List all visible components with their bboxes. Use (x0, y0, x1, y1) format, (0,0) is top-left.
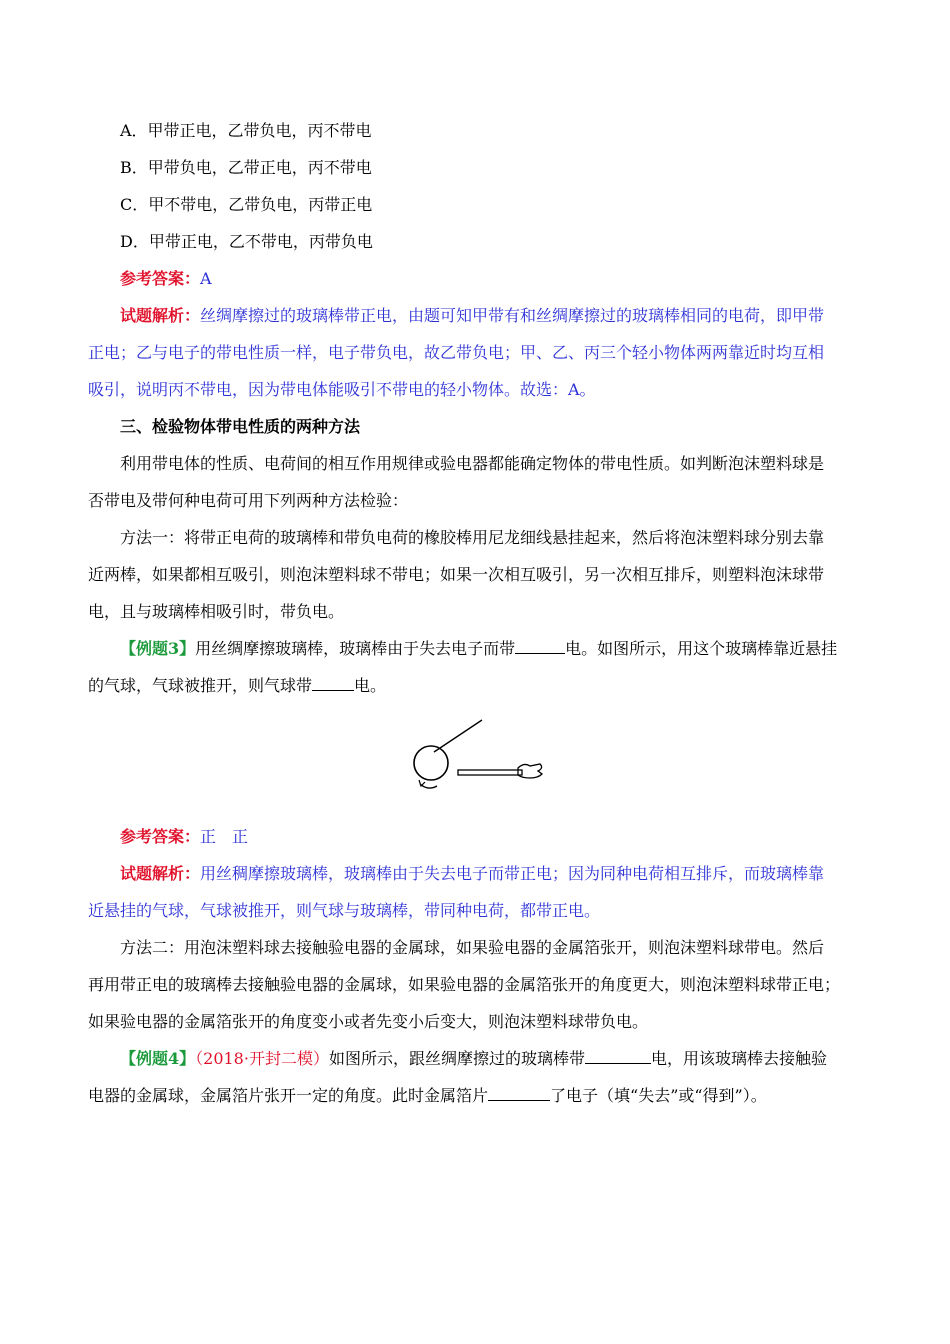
analysis-3-line-1: 试题解析：用丝稠摩擦玻璃棒，玻璃棒由于失去电子而带正电；因为同种电荷相互排斥，而玻璃棒靠 (120, 864, 825, 883)
section-paragraph-line-2: 否带电及带何种电荷可用下列两种方法检验： (88, 491, 409, 510)
method-1-line-2: 近两棒，如果都相互吸引，则泡沫塑料球不带电；如果一次相互吸引，另一次相互排斥，则塑料泡沫球带 (88, 565, 825, 584)
method-2-line-1: 方法二：用泡沫塑料球去接触验电器的金属球，如果验电器的金属箔张开，则泡沫塑料球带电。然后 (120, 938, 825, 957)
balloon (414, 746, 448, 780)
analysis-1-line-1: 试题解析：丝绸摩擦过的玻璃棒带正电，由题可知甲带有和丝绸摩擦过的玻璃棒相同的电荷，即甲带 (120, 306, 825, 325)
answer-blank (515, 639, 565, 654)
answer-1 (88, 260, 866, 297)
answer-label: 参考答案： (120, 827, 201, 846)
section-heading: 三、检验物体带电性质的两种方法 (120, 417, 361, 436)
option-a: A．甲带正电，乙带负电，丙不带电 (120, 121, 372, 140)
answer-blank (488, 1086, 550, 1101)
option-d: D．甲带正电，乙不带电，丙带负电 (120, 232, 373, 251)
example-4-line-1: 【例题4】（2018·开封二模）如图所示，跟丝绸摩擦过的玻璃棒带 电，用该玻璃棒去接触验 (120, 1049, 827, 1068)
analysis-1-line-2: 正电；乙与电子的带电性质一样，电子带负电，故乙带负电；甲、乙、丙三个轻小物体两两靠近时均互相 (88, 343, 825, 362)
method-2-line-3: 如果验电器的金属箔张开的角度变小或者先变小后变大，则泡沫塑料球带负电。 (88, 1012, 649, 1031)
document-page (88, 112, 866, 1114)
analysis-label: 试题解析： (120, 864, 201, 883)
example-tag: 【例题3】 (120, 639, 196, 658)
analysis-3-line-2: 近悬挂的气球，气球被推开，则气球与玻璃棒，带同种电荷，都带正电。 (88, 901, 601, 920)
example-3-line-1: 【例题3】用丝绸摩擦玻璃棒，玻璃棒由于失去电子而带 电。如图所示，用这个玻璃棒靠近悬挂 (120, 639, 838, 658)
analysis-label: 试题解析： (120, 306, 201, 325)
option-b: B．甲带负电，乙带正电，丙不带电 (120, 158, 372, 177)
answer-value: 正 正 (200, 827, 249, 846)
answer-label: 参考答案： (120, 269, 201, 288)
answer-3 (88, 818, 866, 855)
section-paragraph-line-1: 利用带电体的性质、电荷间的相互作用规律或验电器都能确定物体的带电性质。如判断泡沫塑料球是 (120, 454, 825, 473)
answer-value: A (200, 269, 212, 288)
example-tag: 【例题4】 (120, 1049, 196, 1068)
example-3-line-2: 的气球，气球被推开，则气球带 电。 (88, 676, 387, 695)
example-4-line-2: 电器的金属球，金属箔片张开一定的角度。此时金属箔片 了电子（填“失去”或“得到”）。 (88, 1086, 767, 1105)
method-2-line-2: 再用带正电的玻璃棒去接触验电器的金属球，如果验电器的金属箔张开的角度更大，则泡沫塑料球带正电； (88, 975, 841, 994)
analysis-1-line-3: 吸引，说明丙不带电，因为带电体能吸引不带电的轻小物体。故选：A。 (88, 380, 596, 399)
answer-blank (585, 1049, 651, 1064)
answer-blank (312, 676, 354, 691)
suspension-string (434, 720, 482, 752)
example-source: （2018·开封二模） (195, 1049, 329, 1068)
glass-rod (458, 770, 522, 775)
option-c: C．甲不带电，乙带负电，丙带正电 (120, 195, 373, 214)
method-1-line-3: 电，且与玻璃棒相吸引时，带负电。 (88, 602, 345, 621)
method-1-line-1: 方法一：将带正电荷的玻璃棒和带负电荷的橡胶棒用尼龙细线悬挂起来，然后将泡沫塑料球分别去靠 (120, 528, 825, 547)
balloon-glass-rod-figure (410, 718, 550, 800)
